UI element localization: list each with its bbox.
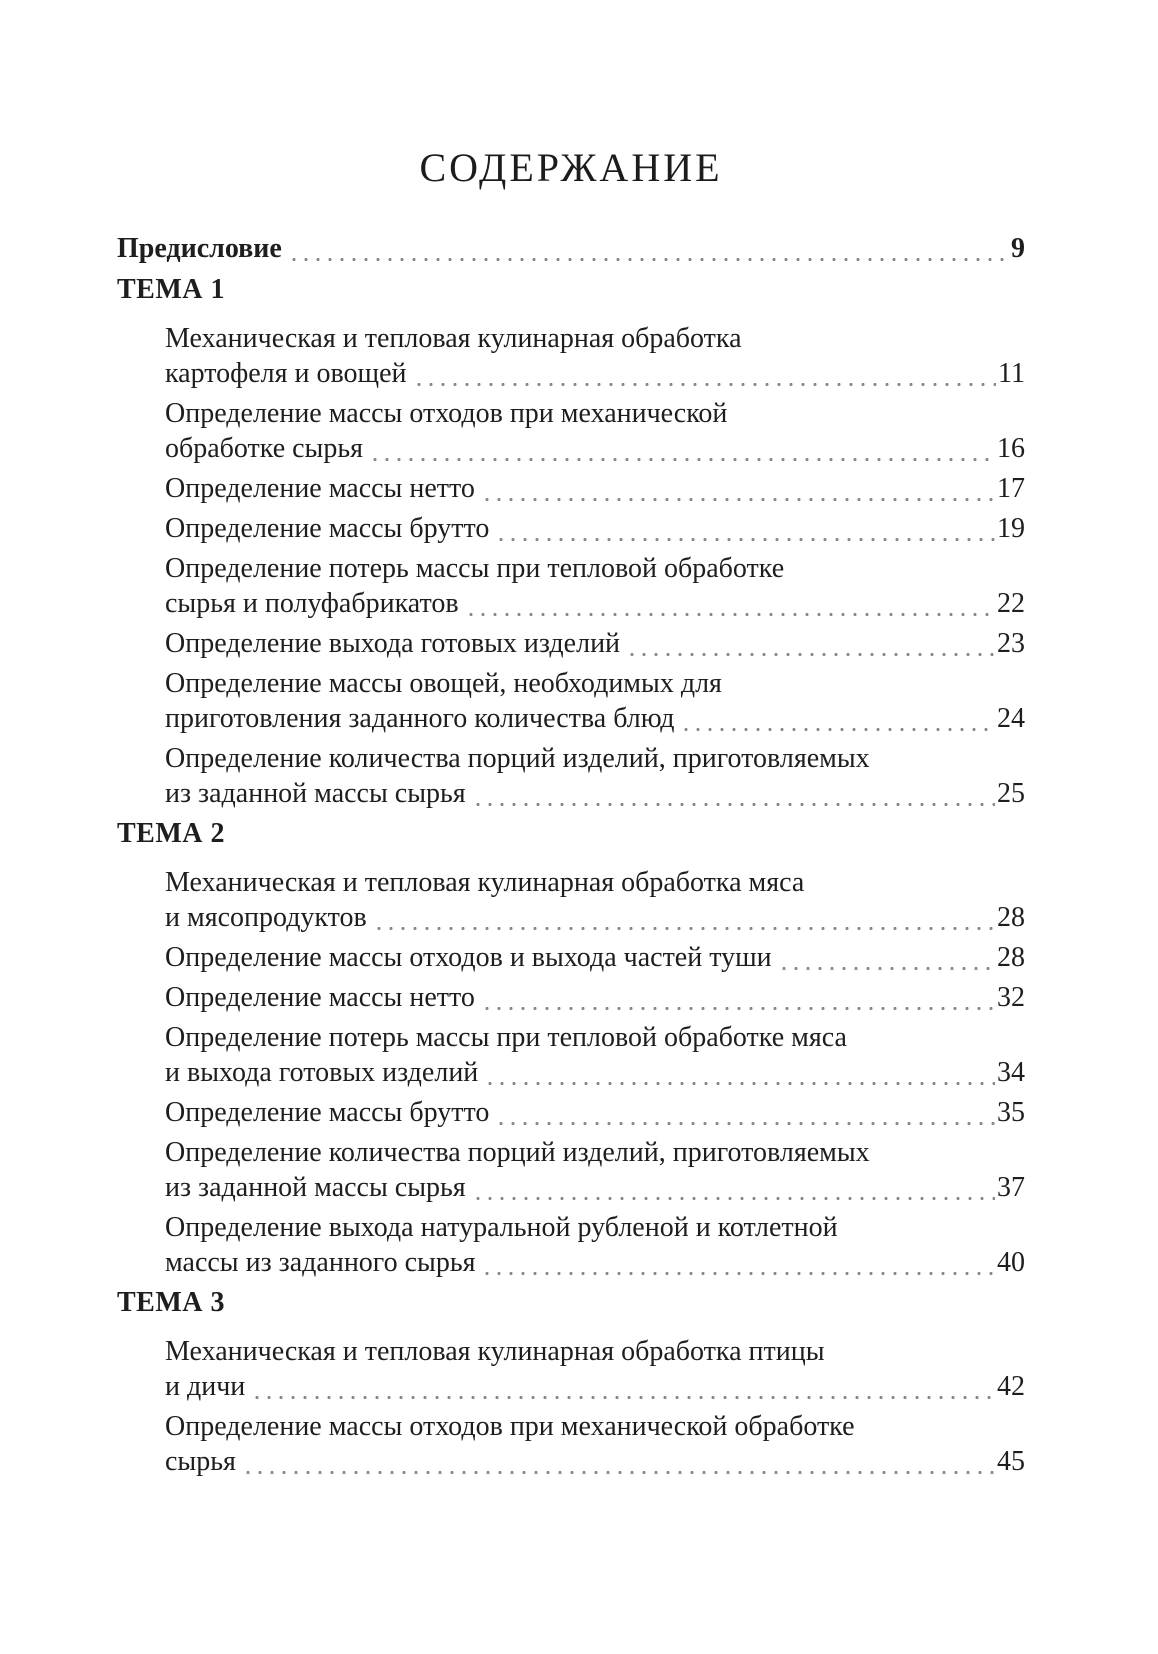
toc-page-number: 35 xyxy=(997,1097,1025,1128)
toc-entry-text: и мясопродуктов xyxy=(165,902,367,933)
toc-entry-item xyxy=(117,741,1025,811)
toc-page-number: 37 xyxy=(997,1172,1025,1203)
toc-entry-text: массы из заданного сырья xyxy=(165,1247,476,1278)
toc-entry-row xyxy=(165,776,1025,811)
toc-entry-item xyxy=(117,980,1025,1015)
toc-page-number: 40 xyxy=(997,1247,1025,1278)
dot-leader xyxy=(465,612,995,617)
toc-entry-item xyxy=(117,1020,1025,1090)
dot-leader xyxy=(472,802,995,807)
toc-entry-row xyxy=(165,586,1025,621)
dot-leader xyxy=(626,652,995,657)
toc-page-number: 24 xyxy=(997,703,1025,734)
toc-entry-text: Определение массы отходов и выхода частей туши xyxy=(165,942,772,973)
dot-leader xyxy=(778,966,995,971)
toc-section-label: ТЕМА 2 xyxy=(117,818,225,849)
toc-entry-item xyxy=(117,1210,1025,1280)
toc-entry-row xyxy=(117,231,1025,266)
toc-entry-text-line: Определение массы овощей, необходимых для xyxy=(165,668,722,699)
toc-entry-row xyxy=(165,1055,1025,1090)
toc-entry-text-line: Определение потерь массы при тепловой обработке мяса xyxy=(165,1022,847,1053)
table-of-contents xyxy=(117,231,1025,1479)
toc-entry-row xyxy=(165,940,1025,975)
toc-entry-item xyxy=(117,940,1025,975)
toc-entry-text: приготовления заданного количества блюд xyxy=(165,703,675,734)
toc-entry-item xyxy=(117,471,1025,506)
dot-leader xyxy=(481,1271,995,1276)
toc-entry-item xyxy=(117,626,1025,661)
toc-entry-row xyxy=(165,1245,1025,1280)
dot-leader xyxy=(413,382,997,387)
toc-entry-item xyxy=(117,1135,1025,1205)
dot-leader xyxy=(481,1006,995,1011)
toc-entry-item xyxy=(117,511,1025,546)
toc-entry-text: из заданной массы сырья xyxy=(165,778,466,809)
toc-entry-row xyxy=(165,980,1025,1015)
page-title: СОДЕРЖАНИЕ xyxy=(419,145,723,190)
dot-leader xyxy=(373,926,995,931)
toc-entry-preface xyxy=(117,231,1025,266)
dot-leader xyxy=(484,1081,995,1086)
toc-entry-item xyxy=(117,666,1025,736)
dot-leader xyxy=(288,257,1009,262)
toc-page-number: 16 xyxy=(997,433,1025,464)
toc-section-label: ТЕМА 1 xyxy=(117,274,225,305)
toc-entry-row xyxy=(165,701,1025,736)
toc-entry-text: из заданной массы сырья xyxy=(165,1172,466,1203)
toc-entry-text: Предисловие xyxy=(117,233,282,264)
toc-page-number: 25 xyxy=(997,778,1025,809)
toc-entry-text-line: Определение количества порций изделий, приготовляемых xyxy=(165,743,870,774)
toc-entry-text-line: Механическая и тепловая кулинарная обработка xyxy=(165,323,742,354)
toc-entry-row xyxy=(165,1444,1025,1479)
toc-entry-text-line: Определение выхода натуральной рубленой и котлетной xyxy=(165,1212,838,1243)
dot-leader xyxy=(242,1470,995,1475)
toc-entry-row xyxy=(165,1369,1025,1404)
dot-leader xyxy=(495,1121,995,1126)
toc-entry-section xyxy=(117,1285,1025,1320)
toc-entry-text-line: Определение массы отходов при механической обработке xyxy=(165,1411,855,1442)
toc-page-number: 28 xyxy=(997,902,1025,933)
toc-entry-item xyxy=(117,321,1025,391)
toc-entry-row xyxy=(165,1170,1025,1205)
toc-entry-row xyxy=(165,1095,1025,1130)
toc-entry-text: картофеля и овощей xyxy=(165,358,407,389)
toc-entry-text: сырья и полуфабрикатов xyxy=(165,588,459,619)
toc-page-number: 11 xyxy=(998,358,1025,389)
dot-leader xyxy=(680,727,995,732)
toc-entry-text: и выхода готовых изделий xyxy=(165,1057,479,1088)
toc-entry-row xyxy=(165,356,1025,391)
toc-entry-item xyxy=(117,1095,1025,1130)
toc-entry-text: Определение массы брутто xyxy=(165,1097,490,1128)
toc-entry-text-line: Механическая и тепловая кулинарная обработка мяса xyxy=(165,867,805,898)
dot-leader xyxy=(481,497,995,502)
toc-entry-row xyxy=(165,431,1025,466)
toc-page-number: 23 xyxy=(997,628,1025,659)
toc-entry-text-line: Определение потерь массы при тепловой обработке xyxy=(165,553,785,584)
toc-entry-row xyxy=(165,626,1025,661)
toc-page-number: 42 xyxy=(997,1371,1025,1402)
dot-leader xyxy=(369,457,995,462)
toc-entry-text: обработке сырья xyxy=(165,433,364,464)
toc-entry-text: и дичи xyxy=(165,1371,246,1402)
toc-page-number: 28 xyxy=(997,942,1025,973)
dot-leader xyxy=(472,1196,995,1201)
toc-entry-row xyxy=(165,511,1025,546)
toc-entry-item xyxy=(117,551,1025,621)
toc-entry-section xyxy=(117,272,1025,307)
toc-page-number: 19 xyxy=(997,513,1025,544)
toc-entry-text: Определение массы нетто xyxy=(165,982,475,1013)
toc-entry-text-line: Определение количества порций изделий, приготовляемых xyxy=(165,1137,870,1168)
toc-page-number: 22 xyxy=(997,588,1025,619)
dot-leader xyxy=(495,537,995,542)
toc-entry-item xyxy=(117,865,1025,935)
toc-entry-text: сырья xyxy=(165,1446,236,1477)
toc-entry-item xyxy=(117,396,1025,466)
toc-page-number: 45 xyxy=(997,1446,1025,1477)
toc-entry-text-line: Механическая и тепловая кулинарная обработка птицы xyxy=(165,1336,825,1367)
toc-entry-row xyxy=(165,900,1025,935)
toc-entry-text-line: Определение массы отходов при механической xyxy=(165,398,728,429)
toc-page-number: 34 xyxy=(997,1057,1025,1088)
toc-page-number: 17 xyxy=(997,473,1025,504)
toc-entry-item xyxy=(117,1409,1025,1479)
toc-entry-item xyxy=(117,1334,1025,1404)
toc-entry-section xyxy=(117,816,1025,851)
toc-entry-text: Определение массы нетто xyxy=(165,473,475,504)
toc-entry-text: Определение выхода готовых изделий xyxy=(165,628,621,659)
dot-leader xyxy=(251,1395,995,1400)
toc-page-number: 9 xyxy=(1011,233,1025,264)
toc-page-number: 32 xyxy=(997,982,1025,1013)
toc-section-label: ТЕМА 3 xyxy=(117,1287,225,1318)
toc-entry-text: Определение массы брутто xyxy=(165,513,490,544)
toc-entry-row xyxy=(165,471,1025,506)
